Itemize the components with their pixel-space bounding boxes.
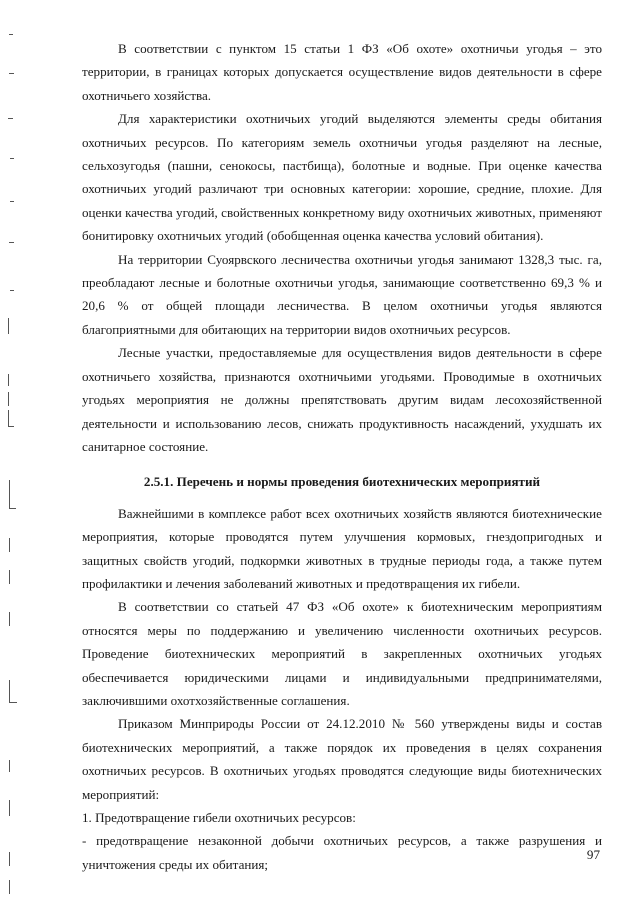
list-item-prevention-of-death: 1. Предотвращение гибели охотничьих ресурсов:: [82, 810, 356, 825]
paragraph-forest-plots: Лесные участки, предоставляемые для осуществления видов деятельности в сфере охотничьего хозяйства, признаются охотничьими угодьями. Проводимые в охотничьих угодьях мероприятия не должны препятствовать другим видам лесохозяйственной деятельности и использованию лесов, снижать продуктивность насаждений, ухудшать их санитарное состояние.: [82, 345, 602, 454]
paragraph-article-47: В соответствии со статьей 47 ФЗ «Об охоте» к биотехническим мероприятиям относятся меры по поддержанию и увеличению численности охотничьих ресурсов. Проведение биотехнических мероприятий в закрепленных охотничьих угодьях обеспечивается юридическими лицами и индивидуальными предпринимателями, заключившими охотхозяйственные соглашения.: [82, 599, 602, 708]
document-body: [82, 37, 602, 876]
section-heading: 2.5.1. Перечень и нормы проведения биотехнических мероприятий: [143, 474, 541, 490]
paragraph-hunting-grounds-characteristics: Для характеристики охотничьих угодий выделяются элементы среды обитания охотничьих ресурсов. По категориям земель охотничьи угодья разделяют на лесные, сельхозугодья (пашни, сенокосы, пастбища), болотные и водные. При оценке качества охотничьих угодий различают три основных категории: хорошие, средние, плохие. Для оценки качества угодий, свойственных конкретному виду охотничьих животных, применяют бонитировку охотничьих угодий (обобщенная оценка качества условий обитания).: [82, 111, 602, 244]
paragraph-biotechnical-importance: Важнейшими в комплексе работ всех охотничьих хозяйств являются биотехнические мероприятия, которые проводятся путем улучшения кормовых, гнездопригодных и защитных свойств угодий, подкормки животных в трудные периоды года, а также путем профилактики и лечения заболеваний животных и предотвращения их гибели.: [82, 505, 602, 591]
paragraph-suoyarvi-forestry-grounds: На территории Суоярвского лесничества охотничьи угодья занимают 1328,3 тыс. га, преобладают лесные и болотные охотничьи угодья, занимающие соответственно 69,3 % и 20,6 % от общей площади лесничества. В целом охотничьи угодья являются благоприятными для обитающих на территории видов охотничьих ресурсов.: [82, 251, 602, 337]
page-number: 97: [586, 847, 600, 862]
list-item-illegal-hunting: - предотвращение незаконной добычи охотничьих ресурсов, а также разрушения и уничтожения среды их обитания;: [82, 833, 602, 872]
paragraph-ministry-order: Приказом Минприроды России от 24.12.2010 № 560 утверждены виды и состав биотехнических мероприятий, а также порядок их проведения в целях сохранения охотничьих ресурсов. В охотничьих угодьях проводятся следующие виды биотехнических мероприятий:: [82, 716, 602, 802]
paragraph-hunting-grounds-definition: В соответствии с пунктом 15 статьи 1 ФЗ «Об охоте» охотничьи угодья – это территории, в границах которых допускается осуществление видов деятельности в сфере охотничьего хозяйства.: [82, 41, 602, 103]
scan-margin-marks: [0, 0, 30, 905]
